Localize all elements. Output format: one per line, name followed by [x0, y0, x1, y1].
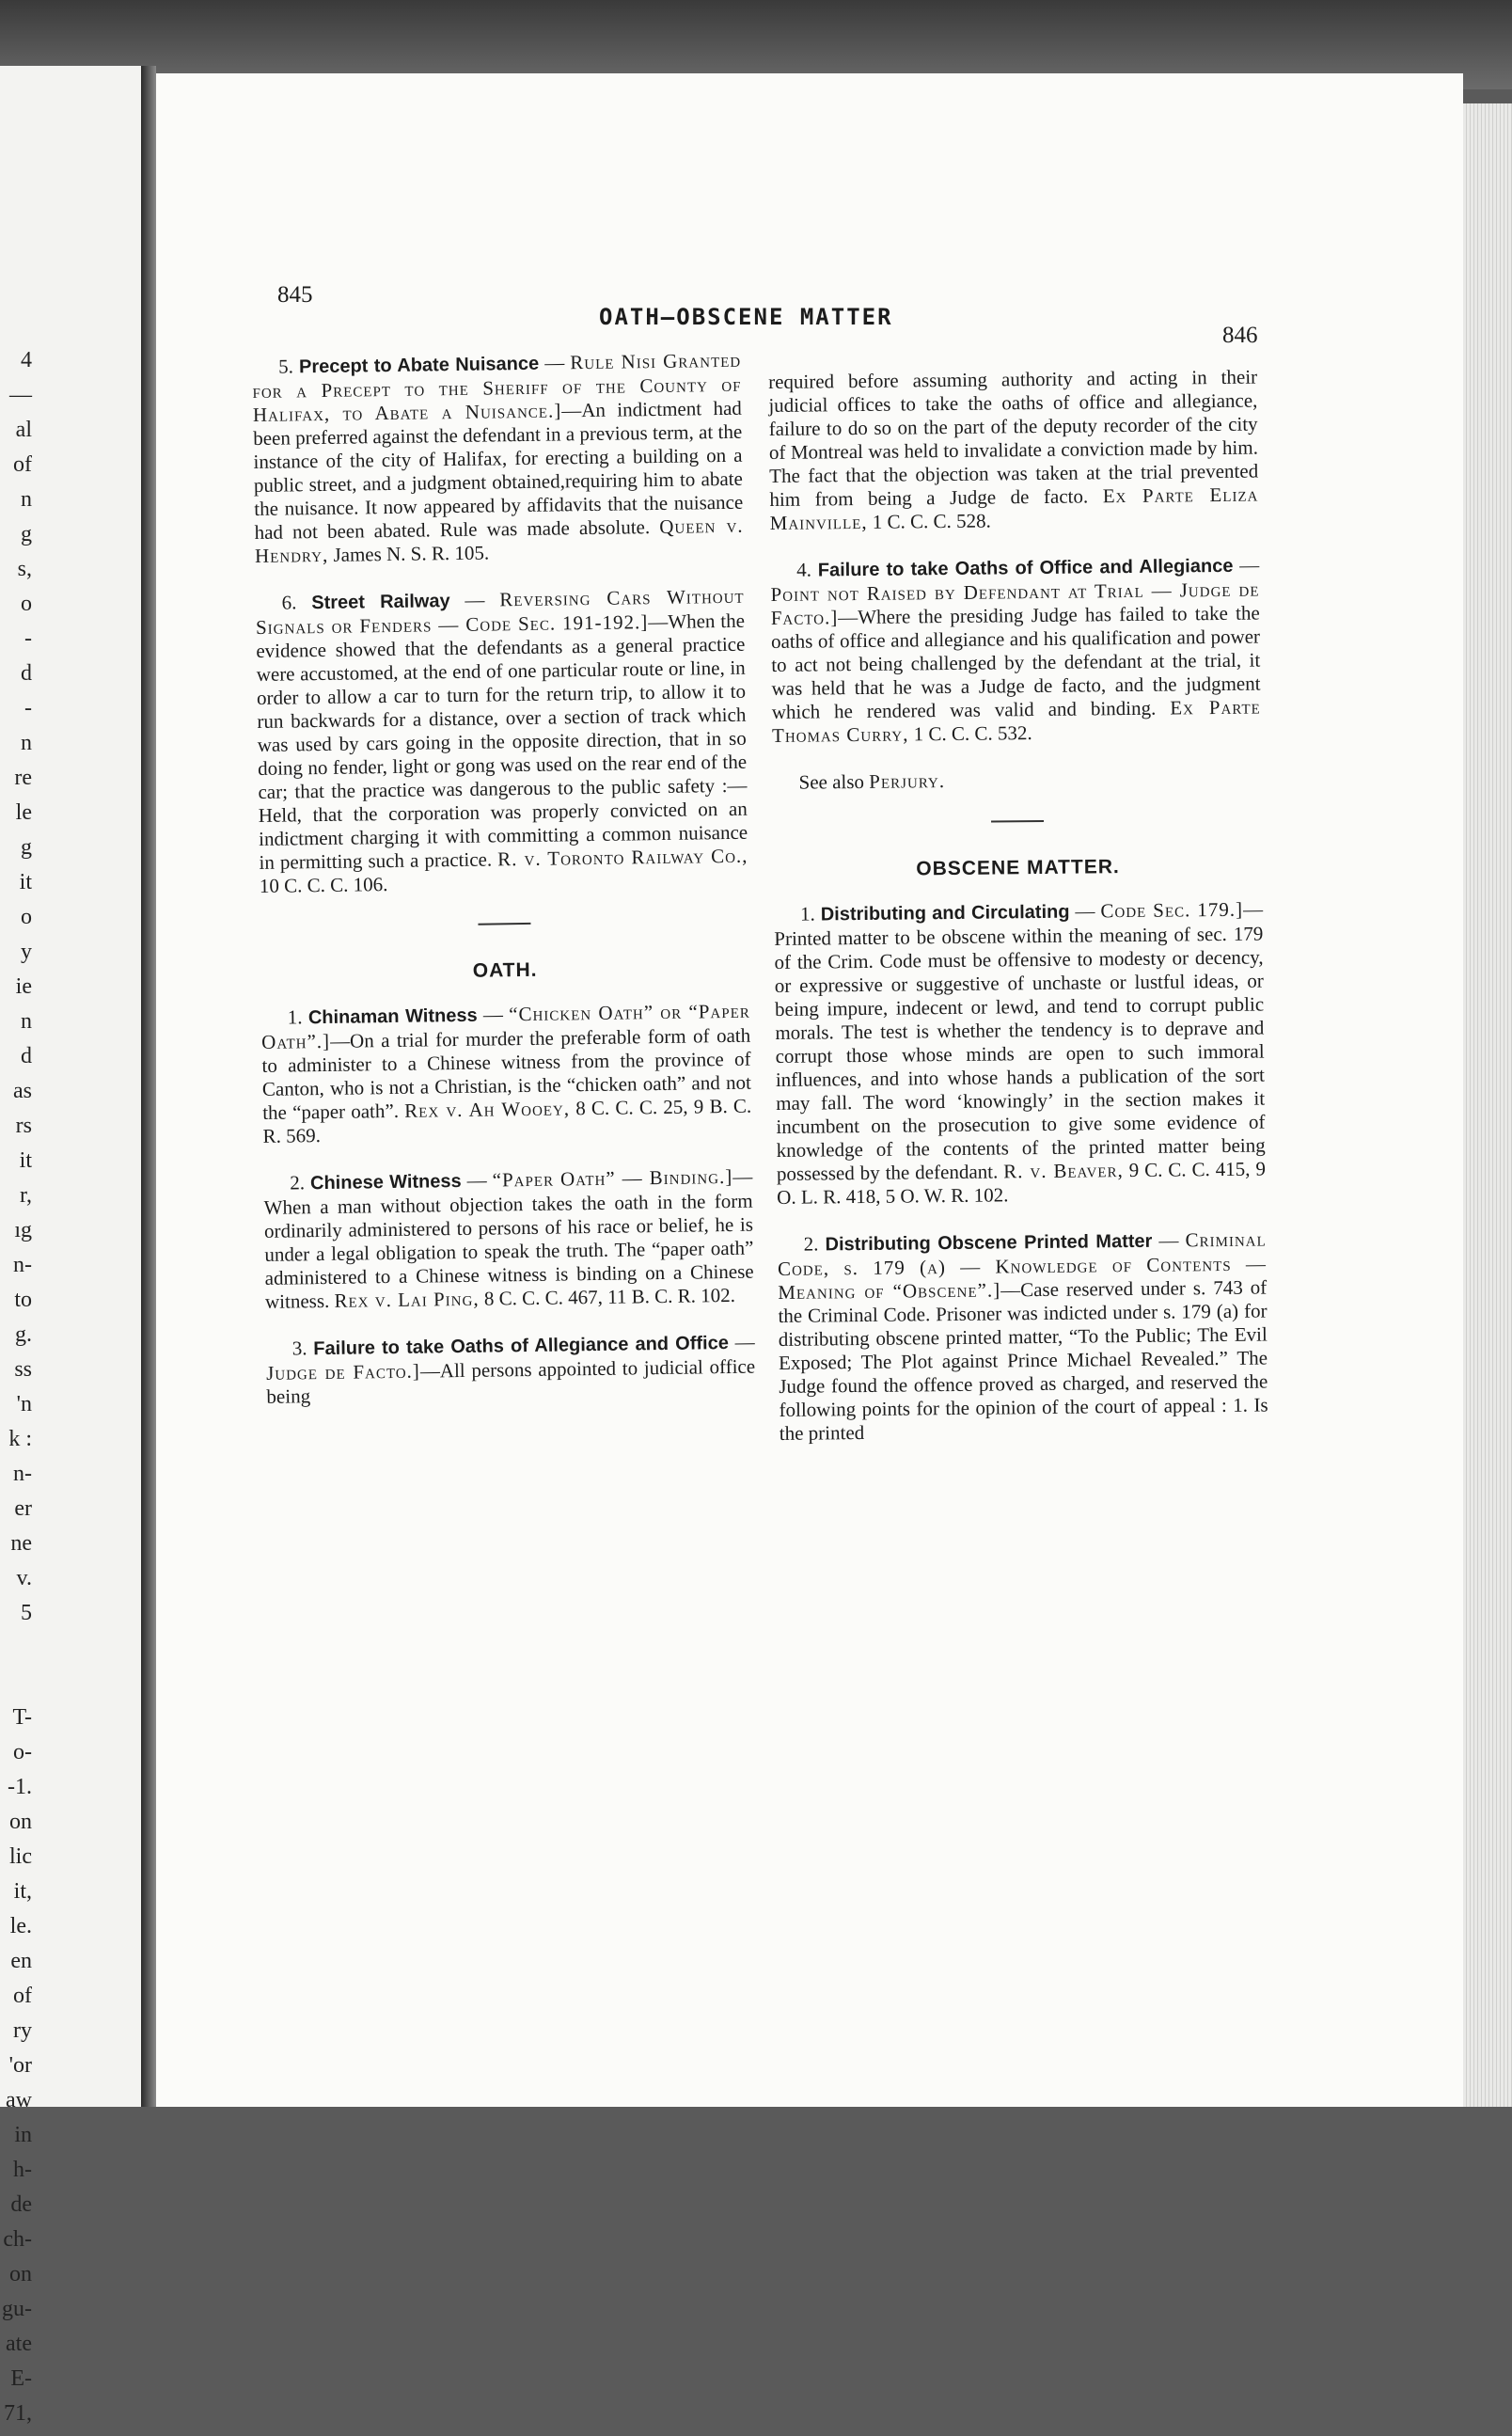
entry-body: —Case reserved under s. 743 of the Criminal Code. Prisoner was indicted under s. 179 (a) for distributing obscene printed matter, “To the Public; The Evil Exposed; The Plot against Prince Michael Revealed.” The Judge found the offence proved as charged, and reserved the following points for the opinion of the court of appeal : 1. Is the printed [778, 1275, 1268, 1445]
margin-fragment: gu- [2, 2297, 32, 2321]
entry-heading: Failure to take Oaths of Allegiance and Office [313, 1333, 730, 1360]
entry-failure-oaths-office [770, 554, 1261, 748]
entry-citation-reference: 9 C. C. C. 415, 9 O. L. R. 418, 5 O. W. R. 102. [777, 1157, 1267, 1209]
margin-fragment: ne [10, 1531, 32, 1556]
margin-fragment: on [9, 2262, 32, 2286]
entry-body: —When the evidence showed that the defendants as a general practice were accustomed, at the end of one particular route or line, in order to allow a car to turn for the return trip, to allow it to run backwards for a distance, over a section of track which was used by cars going in the opposite direction, that in so doing no fender, light or gong was used on the rear end of the car; that the practice was dangerous to the public safety :—Held, that the corporation was properly convicted on an indictment charging it with committing a common nuisance in permitting such a practice. [256, 609, 748, 874]
left-page-number: 845 [277, 282, 313, 308]
see-also-target: Perjury. [869, 769, 946, 793]
margin-fragment [0, 1636, 38, 1670]
margin-fragment: 'n [16, 1392, 32, 1416]
margin-fragment: n- [13, 1462, 32, 1486]
entry-number: 3. [291, 1337, 307, 1360]
margin-fragment: o- [13, 1740, 32, 1764]
margin-fragment: g [21, 835, 32, 860]
margin-fragment: n [21, 731, 32, 755]
entry-number: 6. [281, 591, 297, 614]
margin-fragment: al [15, 418, 32, 442]
previous-page-text-fragments [0, 348, 38, 2436]
margin-fragment: - [24, 696, 32, 720]
entry-heading: Distributing Obscene Printed Matter [825, 1230, 1153, 1256]
margin-fragment: lic [9, 1844, 32, 1869]
margin-fragment: v. [16, 1566, 32, 1590]
entry-number: 2. [803, 1232, 819, 1256]
margin-fragment: re [14, 766, 32, 790]
entry-number: 4. [796, 558, 812, 581]
entry-body: required before assuming authority and acting in their judicial offices to take the oaths of office and allegiance, failure to do so on the part of the deputy recorder of the city of Montreal was held to invalidate a conviction made by him. The fact that the objection was taken at the trial prevented him from being a Judge de facto. [768, 365, 1259, 511]
entry-distributing-circulating [774, 898, 1266, 1210]
margin-fragment: to [14, 1288, 32, 1312]
entry-number: 1. [287, 1005, 303, 1029]
entry-citation: Ex Parte Thomas Curry, [771, 695, 1261, 747]
margin-fragment: ıg [14, 1218, 32, 1242]
entry-failure-oaths-allegiance [266, 1331, 756, 1409]
margin-fragment: n- [13, 1253, 32, 1277]
margin-fragment: aw [6, 2088, 32, 2112]
margin-fragment: s, [17, 557, 32, 581]
entry-summary: Judge de Facto.] [265, 1359, 421, 1384]
entry-heading: Chinaman Witness [307, 1004, 478, 1029]
margin-fragment: le. [9, 1914, 32, 1938]
margin-fragment: in [14, 2123, 32, 2147]
margin-fragment: en [10, 1949, 32, 1973]
margin-fragment: ie [15, 974, 32, 999]
margin-fragment: o [21, 592, 32, 616]
entry-dash: — [1233, 553, 1260, 577]
margin-fragment: rs [15, 1114, 32, 1138]
section-divider [991, 820, 1044, 823]
book-gutter [141, 66, 156, 2107]
right-column [768, 366, 1268, 1469]
margin-fragment: of [13, 452, 32, 477]
see-also-reference [772, 767, 1261, 795]
entry-heading: Failure to take Oaths of Office and Allegiance [817, 555, 1234, 581]
entry-citation-reference: 8 C. C. C. 25, 9 B. C. R. 569. [262, 1094, 752, 1147]
entry-citation-reference: 8 C. C. C. 467, 11 B. C. R. 102. [479, 1283, 736, 1310]
entry-citation: R. v. Beaver, [1003, 1159, 1124, 1183]
entry-citation-reference: James N. S. R. 105. [328, 541, 490, 566]
margin-fragment: de [10, 2192, 32, 2217]
margin-fragment: n [21, 1009, 32, 1034]
margin-fragment: as [13, 1079, 32, 1103]
entry-body: —Where the presiding Judge has failed to take the oaths of office and allegiance and his qualification and power to act not being challenged by the defendant at the trial, it was held that he was a Judge de facto, and the judgment which he rendered was valid and binding. [770, 601, 1261, 723]
entry-number: 2. [290, 1171, 306, 1194]
entry-summary: Rule Nisi Granted for a Precept to the Sheriff of the County of Halifax, to Abate a Nuisance.] [252, 348, 742, 426]
margin-fragment: le [15, 800, 32, 825]
entry-citation: Queen v. Hendry, [254, 514, 744, 567]
margin-fragment: g [21, 522, 32, 546]
entry-street-railway [256, 585, 749, 898]
entry-heading: Street Railway [311, 591, 450, 614]
entry-heading: Chinese Witness [309, 1170, 462, 1194]
margin-fragment: on [9, 1810, 32, 1834]
entry-heading: Distributing and Circulating [820, 901, 1070, 925]
entry-citation: Ex Parte Eliza Mainville, [769, 482, 1259, 534]
margin-fragment: er [14, 1496, 32, 1521]
margin-fragment: 5 [21, 1601, 32, 1625]
entry-dash: — [538, 351, 571, 374]
margin-fragment: k : [8, 1427, 32, 1451]
entry-citation: R. v. Toronto Railway Co., [497, 844, 748, 871]
margin-fragment: E- [10, 2366, 32, 2391]
section-divider [478, 923, 530, 925]
entry-citation: Rex v. Ah Wooey, [404, 1097, 571, 1122]
entry-number: 5. [277, 355, 294, 378]
page-stack-edge [1463, 103, 1512, 2107]
margin-fragment: it [19, 1148, 32, 1173]
entry-dash: — [461, 1168, 493, 1192]
entry-citation-reference: 1 C. C. C. 532. [908, 721, 1032, 746]
entry-precept-to-abate-nuisance [252, 349, 744, 568]
entry-summary: Code Sec. 179.] [1100, 897, 1244, 923]
entry-dash: — [1069, 899, 1101, 923]
margin-fragment [0, 1670, 38, 1705]
margin-fragment: -1. [8, 1775, 32, 1799]
margin-fragment: o [21, 905, 32, 929]
margin-fragment: ch- [3, 2227, 32, 2252]
entry-summary: Point not Raised by Defendant at Trial — Judge de Facto.] [770, 577, 1260, 629]
entry-body: —All persons appointed to judicial office being [266, 1354, 756, 1408]
margin-fragment: 'or [8, 2053, 32, 2078]
entry-body: —On a trial for murder the preferable form of oath to administer to a Chinese witness from the province of Canton, who is not a Christian, is the “chicken oath” and not the “paper oath”. [261, 1023, 752, 1124]
margin-fragment: d [21, 661, 32, 686]
entry-summary: Criminal Code, s. 179 (a) — Knowledge of Contents — Meaning of “Obscene”.] [777, 1227, 1268, 1304]
margin-fragment: ate [6, 2332, 32, 2356]
margin-fragment: — [9, 383, 32, 407]
entry-citation-reference: 10 C. C. C. 106. [259, 873, 388, 897]
entry-citation: Rex v. Lai Ping, [334, 1287, 480, 1312]
previous-page-edge [0, 66, 141, 2426]
margin-fragment: h- [13, 2158, 32, 2182]
entry-number: 1. [799, 902, 815, 925]
entry-body: —An indictment had been preferred against the defendant in a previous term, at the instance of the city of Halifax, for erecting a building on a public street, and a judgment obtained,requiring him to abate the nuisance. It now appeared by affidavits that the nuisance had not been abated. Rule was made absolute. [253, 396, 744, 544]
margin-fragment: ry [13, 2018, 32, 2043]
left-column [252, 349, 756, 1432]
margin-fragment: 71, [4, 2401, 32, 2426]
margin-fragment: T- [12, 1705, 32, 1730]
entry-citation-reference: 1 C. C. C. 528. [867, 509, 991, 533]
entry-failure-oaths-continued [768, 366, 1259, 535]
margin-fragment: r, [19, 1183, 32, 1208]
section-title-oath: OATH. [472, 958, 538, 982]
entry-summary: “Paper Oath” — Binding.] [492, 1164, 733, 1192]
margin-fragment: y [21, 940, 32, 964]
section-title-obscene-matter: OBSCENE MATTER. [916, 856, 1120, 880]
entry-body: —When a man without objection takes the oath in the form ordinarily administered to persons of his race or belief, he is under a legal obligation to speak the truth. The “paper oath” administered to a Chinese witness is binding on a Chinese witness. [263, 1164, 754, 1313]
entry-chinaman-witness [261, 1000, 752, 1148]
right-page-number: 846 [1222, 323, 1258, 348]
margin-fragment: - [24, 626, 32, 651]
entry-body: —Printed matter to be obscene within the meaning of sec. 179 of the Crim. Code must be offensive to modesty or decency, or expressive or suggestive of unchaste or lustful ideas, or being impure, indecent or lewd, and tend to corrupt public morals. The test is whether the tendency is to deprave and corrupt those whose minds are open to such immoral influences, and into whose hands a publication of the sort may fall. The word ‘knowingly’ in the section makes it incumbent on the prosecution to give some evidence of knowledge of the contents of the printed matter being possessed by the defendant. [774, 897, 1266, 1185]
entry-dash: — [1152, 1228, 1186, 1252]
entry-summary: Reversing Cars Without Signals or Fenders — Code Sec. 191-192.] [255, 584, 745, 639]
see-also-label: See also [798, 769, 870, 794]
margin-fragment: ss [14, 1357, 32, 1382]
running-title: OATH—OBSCENE MATTER [599, 304, 893, 330]
entry-dash: — [477, 1003, 510, 1026]
margin-fragment: it, [13, 1879, 32, 1904]
entry-distributing-obscene-printed-matter [778, 1228, 1268, 1446]
margin-fragment: g. [15, 1322, 32, 1347]
entry-summary: “Chicken Oath” or “Paper Oath”.] [261, 999, 750, 1053]
margin-fragment: it [19, 870, 32, 894]
margin-fragment: of [13, 1984, 32, 2008]
margin-fragment: d [21, 1044, 32, 1068]
entry-chinese-witness [263, 1165, 754, 1314]
entry-heading: Precept to Abate Nuisance [298, 353, 540, 378]
entry-dash: — [449, 588, 500, 612]
margin-fragment: n [21, 487, 32, 512]
entry-dash: — [728, 1330, 755, 1354]
margin-fragment: 4 [21, 348, 32, 372]
